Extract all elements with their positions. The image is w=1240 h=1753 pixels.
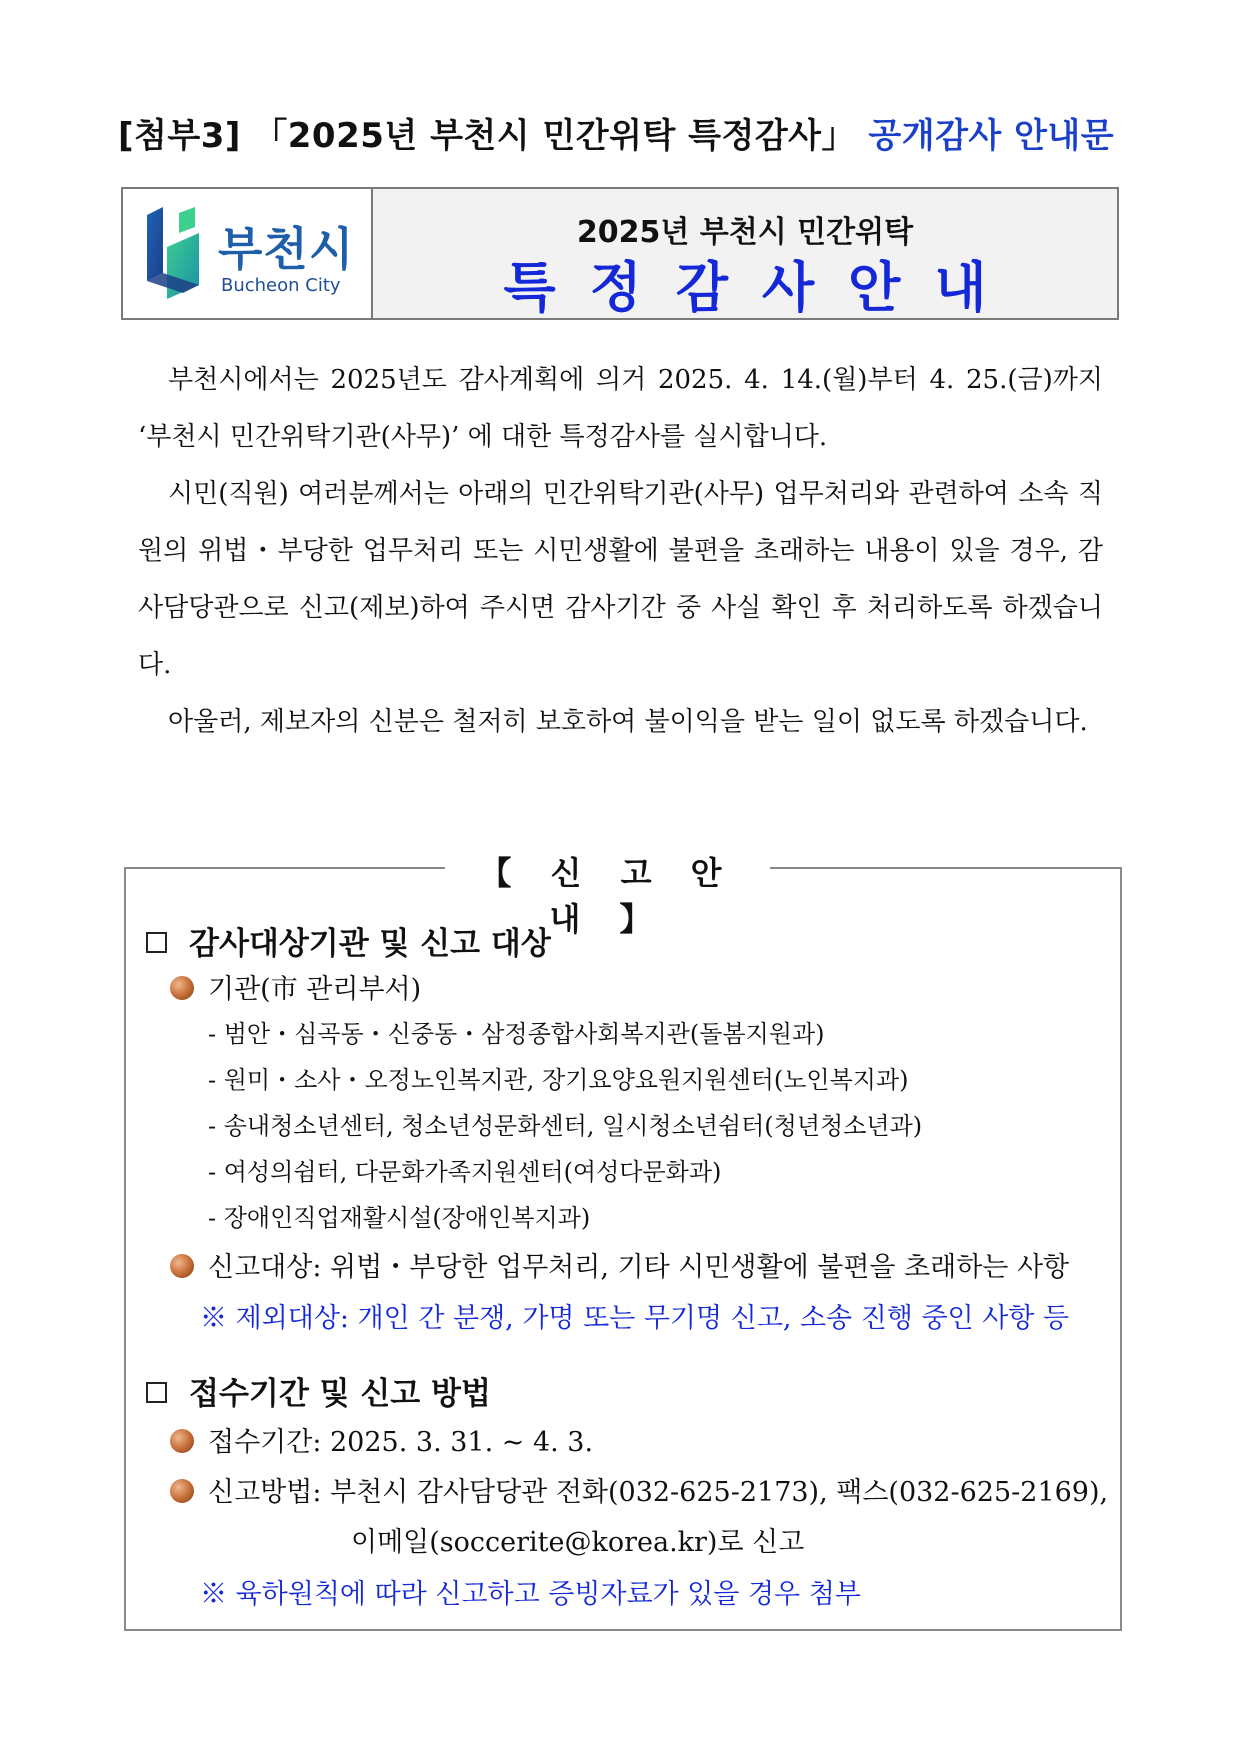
bullet-ball-icon: [170, 1479, 194, 1503]
agency-label: 기관(市 관리부서): [208, 974, 422, 1005]
period-text: 접수기간: 2025. 3. 31. ~ 4. 3.: [208, 1427, 594, 1458]
intro-text: [138, 352, 1103, 751]
method-text: 신고방법: 부천시 감사담당관 전화(032-625-2173), 팩스(032-625-2169),: [208, 1477, 1109, 1508]
agency-item: - 범안・심곡동・신중동・삼정종합사회복지관(돌봄지원과): [208, 1020, 825, 1048]
agency-item: - 장애인직업재활시설(장애인복지과): [208, 1204, 591, 1232]
bullet-ball-icon: [170, 1429, 194, 1453]
intro-paragraph-2: 시민(직원) 여러분께서는 아래의 민간위탁기관(사무) 업무처리와 관련하여 소속 직원의 위법・부당한 업무처리 또는 시민생활에 불편을 초래하는 내용이 있을 경우, 감사담당관으로 신고(제보)하여 주시면 감사기간 중 사실 확인 후 처리하도록 하겠습니다.: [138, 479, 1103, 680]
page-title: [118, 108, 1128, 157]
bucheon-logo-icon: [143, 207, 203, 303]
report-target-bullet: [170, 1245, 1069, 1284]
bullet-ball-icon: [170, 1254, 194, 1278]
bullet-ball-icon: [170, 976, 194, 1000]
header-main-title: 특정감사안내: [503, 256, 1021, 319]
logo-cell: [123, 189, 373, 318]
checkbox-icon: [146, 1382, 167, 1403]
section-audit-targets-heading: [146, 918, 551, 963]
agency-item: - 여성의쉼터, 다문화가족지원센터(여성다문화과): [208, 1158, 722, 1186]
agency-item: - 송내청소년센터, 청소년성문화센터, 일시청소년쉼터(청년청소년과): [208, 1112, 923, 1140]
logo-text-korean: 부천시: [218, 222, 355, 276]
method-continuation: 이메일(soccerite@korea.kr)로 신고: [351, 1527, 805, 1558]
section-period-method-heading: [146, 1368, 491, 1413]
section-1-heading-text: 감사대상기관 및 신고 대상: [189, 926, 551, 962]
checkbox-icon: [146, 932, 167, 953]
report-target-text: 신고대상: 위법・부당한 업무처리, 기타 시민생활에 불편을 초래하는 사항: [208, 1252, 1070, 1283]
agency-bullet: [170, 967, 421, 1006]
page-title-prefix: [첨부3] 「2025년 부천시 민간위탁 특정감사」: [118, 116, 857, 156]
header-subtitle: 2025년 부천시 민간위탁: [576, 215, 914, 250]
period-bullet: [170, 1420, 593, 1459]
exclusion-note: ※ 제외대상: 개인 간 분쟁, 가명 또는 무기명 신고, 소송 진행 중인 사항 등: [200, 1303, 1070, 1334]
evidence-note: ※ 육하원칙에 따라 신고하고 증빙자료가 있을 경우 첨부: [200, 1579, 861, 1610]
logo-text-english: Bucheon City: [221, 275, 341, 296]
intro-paragraph-1: 부천시에서는 2025년도 감사계획에 의거 2025. 4. 14.(월)부터 4. 25.(금)까지 ‘부천시 민간위탁기관(사무)’ 에 대한 특정감사를 실시합니다.: [138, 365, 1103, 452]
agency-item: - 원미・소사・오정노인복지관, 장기요양요원지원센터(노인복지과): [208, 1066, 909, 1094]
section-2-heading-text: 접수기간 및 신고 방법: [189, 1376, 491, 1412]
intro-paragraph-3: 아울러, 제보자의 신분은 철저히 보호하여 불이익을 받는 일이 없도록 하겠습니다.: [168, 707, 1088, 737]
page-title-suffix: 공개감사 안내문: [868, 116, 1115, 156]
header-box: [121, 187, 1119, 320]
report-guide-title: 【 신 고 안 내 】: [445, 848, 770, 940]
method-bullet: [170, 1470, 1108, 1509]
